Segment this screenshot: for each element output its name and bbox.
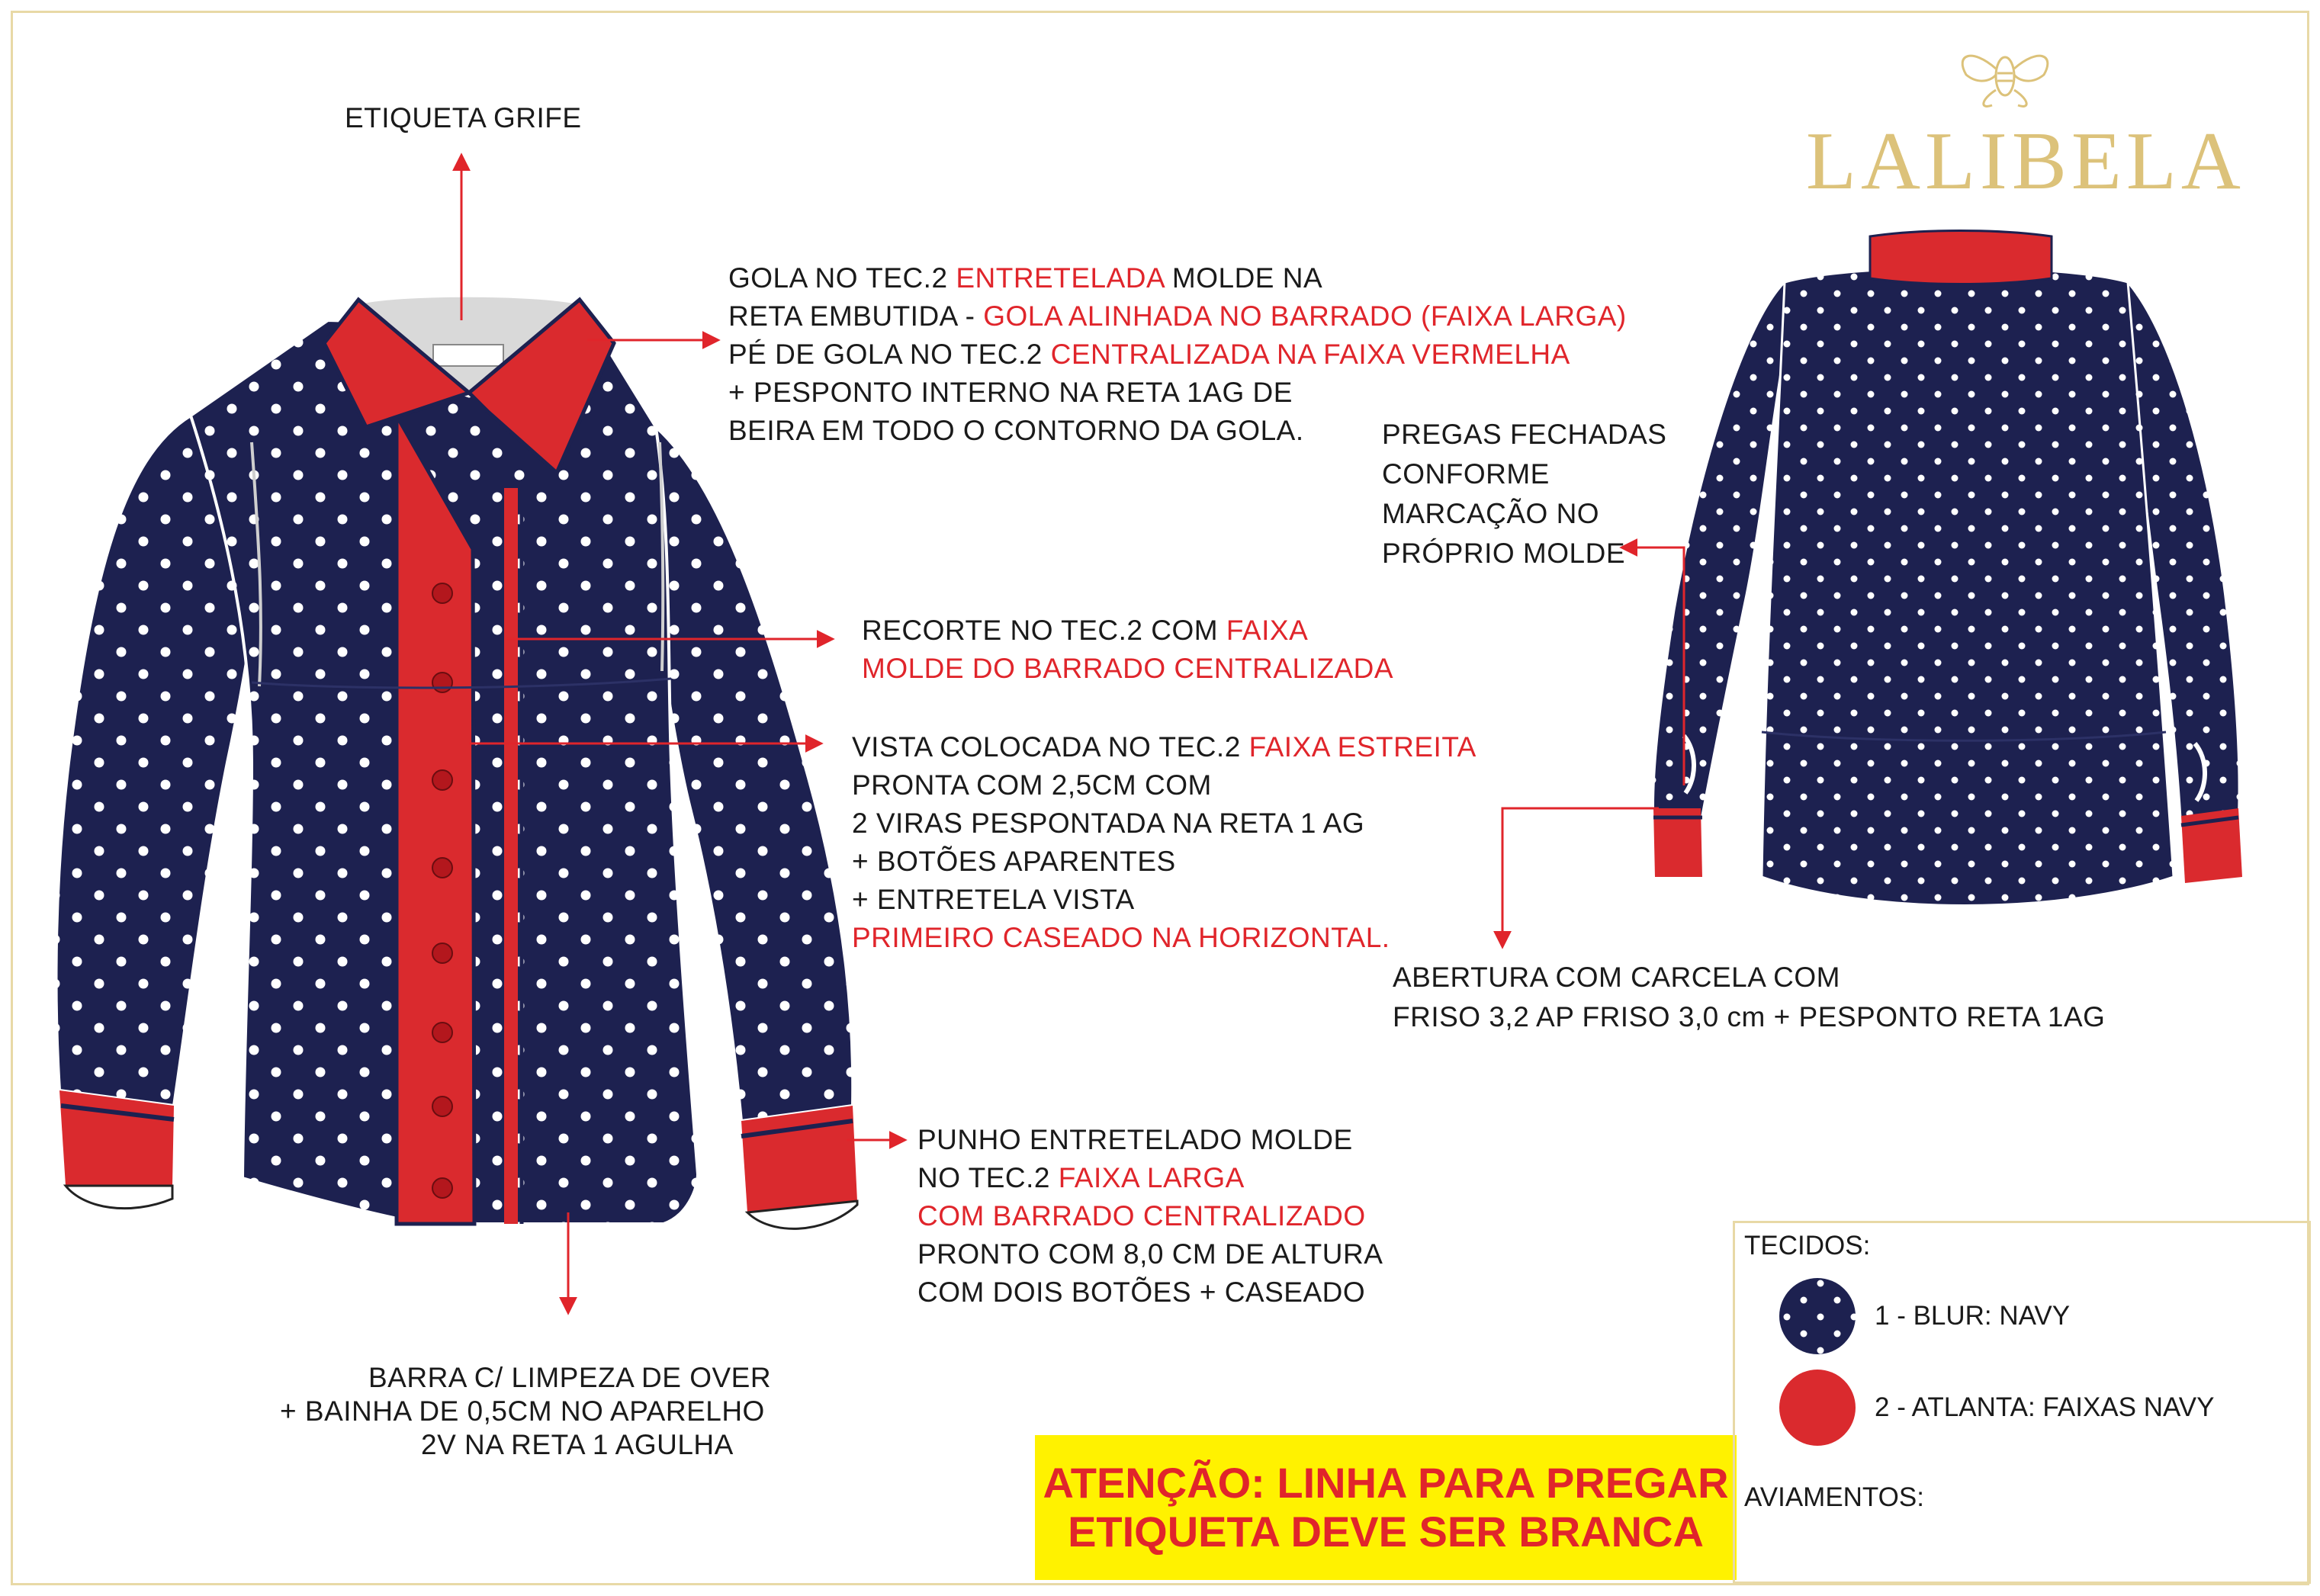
pregas-note-line4: PRÓPRIO MOLDE bbox=[1382, 538, 1625, 569]
recorte-note-line bbox=[862, 650, 1393, 688]
gola-note-segment: PÉ DE GOLA NO TEC.2 bbox=[728, 339, 1051, 370]
punho-note-line bbox=[917, 1159, 1383, 1197]
barra-note-line3: 2V NA RETA 1 AGULHA bbox=[421, 1429, 734, 1460]
legend-tecidos-title: TECIDOS: bbox=[1744, 1231, 1871, 1260]
vista-note-segment: 2 VIRAS PESPONTADA NA RETA 1 AG bbox=[852, 808, 1365, 839]
gola-note-segment: BEIRA EM TODO O CONTORNO DA GOLA. bbox=[728, 415, 1304, 446]
legend-fabric-1-label: 1 - BLUR: NAVY bbox=[1875, 1301, 2071, 1331]
gola-note-line bbox=[728, 259, 1627, 297]
punho-note-segment: COM BARRADO CENTRALIZADO bbox=[917, 1200, 1366, 1232]
vista-note-line bbox=[852, 843, 1477, 881]
punho-note-segment: NO TEC.2 bbox=[917, 1162, 1059, 1193]
back-collar bbox=[1870, 231, 2052, 284]
legend-aviamentos-title: AVIAMENTOS: bbox=[1744, 1482, 1924, 1512]
punho-note-line bbox=[917, 1121, 1383, 1159]
brand-name: LALIBELA bbox=[1806, 116, 2245, 207]
front-left-cuff bbox=[59, 1090, 174, 1186]
recorte-note bbox=[862, 612, 1393, 688]
vista-note-segment: FAIXA ESTREITA bbox=[1248, 731, 1477, 763]
vista-note-line bbox=[852, 766, 1477, 804]
gola-note-line bbox=[728, 374, 1627, 412]
pregas-note-line2: CONFORME bbox=[1382, 458, 1550, 490]
vista-note-line bbox=[852, 881, 1477, 919]
vista-note-line bbox=[852, 919, 1477, 957]
punho-note bbox=[917, 1121, 1383, 1312]
punho-note-segment: FAIXA LARGA bbox=[1058, 1162, 1245, 1193]
punho-note-segment: COM DOIS BOTÕES + CASEADO bbox=[917, 1276, 1366, 1308]
vista-note-segment: PRONTA COM 2,5CM COM bbox=[852, 769, 1212, 801]
punho-note-segment: PRONTO COM 8,0 CM DE ALTURA bbox=[917, 1238, 1383, 1270]
attention-line2: ETIQUETA DEVE SER BRANCA bbox=[1068, 1508, 1704, 1556]
recorte-note-segment: RECORTE NO TEC.2 COM bbox=[862, 615, 1226, 646]
attention-banner bbox=[1035, 1435, 1737, 1580]
abertura-note-line2: FRISO 3,2 AP FRISO 3,0 cm + PESPONTO RETA 1AG bbox=[1393, 1001, 2106, 1032]
bee-icon bbox=[1962, 56, 2048, 106]
recorte-note-line bbox=[862, 612, 1393, 650]
etiqueta-grife-label: ETIQUETA GRIFE bbox=[345, 102, 582, 133]
vista-note-line bbox=[852, 804, 1477, 843]
arrow-abertura bbox=[1502, 808, 1659, 946]
gola-note-line bbox=[728, 336, 1627, 374]
gola-note-segment: + PESPONTO INTERNO NA RETA 1AG DE bbox=[728, 377, 1293, 408]
vista-note-segment: VISTA COLOCADA NO TEC.2 bbox=[852, 731, 1249, 763]
recorte-note-segment: MOLDE DO BARRADO CENTRALIZADA bbox=[862, 653, 1394, 684]
barra-note-line2: + BAINHA DE 0,5CM NO APARELHO bbox=[280, 1395, 765, 1427]
gola-note-segment: GOLA NO TEC.2 bbox=[728, 262, 956, 294]
vista-note-segment: PRIMEIRO CASEADO NA HORIZONTAL. bbox=[852, 922, 1390, 953]
gola-note-segment: CENTRALIZADA NA FAIXA VERMELHA bbox=[1050, 339, 1570, 370]
gola-note-segment: RETA EMBUTIDA - bbox=[728, 300, 984, 332]
gola-note-segment: GOLA ALINHADA NO BARRADO (FAIXA LARGA) bbox=[983, 300, 1627, 332]
punho-note-segment: PUNHO ENTRETELADO MOLDE bbox=[917, 1124, 1353, 1155]
gola-note-line bbox=[728, 297, 1627, 336]
abertura-note-line1: ABERTURA COM CARCELA COM bbox=[1393, 962, 1840, 993]
back-shirt-view bbox=[1653, 231, 2242, 906]
gola-note-segment: MOLDE NA bbox=[1164, 262, 1323, 294]
recorte-note-segment: FAIXA bbox=[1226, 615, 1309, 646]
pregas-note-line3: MARCAÇÃO NO bbox=[1382, 498, 1600, 529]
back-body bbox=[1762, 268, 2174, 905]
attention-line1: ATENÇÃO: LINHA PARA PREGAR bbox=[1043, 1459, 1729, 1507]
vista-note-segment: + BOTÕES APARENTES bbox=[852, 846, 1176, 877]
gola-note-segment: ENTRETELADA bbox=[956, 262, 1165, 294]
vista-note-line bbox=[852, 728, 1477, 766]
punho-note-line bbox=[917, 1197, 1383, 1235]
punho-note-line bbox=[917, 1273, 1383, 1312]
barra-note-line1: BARRA C/ LIMPEZA DE OVER bbox=[368, 1362, 772, 1393]
vista-note-segment: + ENTRETELA VISTA bbox=[852, 884, 1135, 915]
legend-fabric-2-label: 2 - ATLANTA: FAIXAS NAVY bbox=[1875, 1392, 2215, 1422]
pregas-note-line1: PREGAS FECHADAS bbox=[1382, 419, 1667, 450]
vista-note bbox=[852, 728, 1477, 957]
brand-label-rect bbox=[433, 345, 503, 366]
punho-note-line bbox=[917, 1235, 1383, 1273]
